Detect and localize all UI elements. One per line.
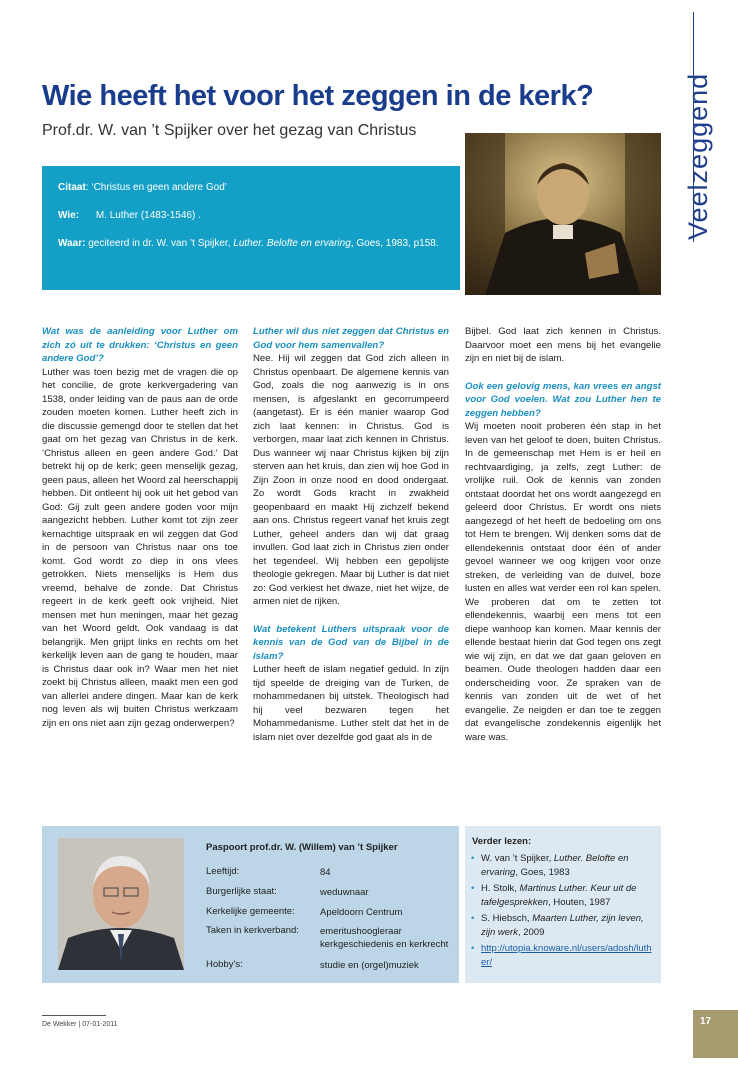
where-text-end: , Goes, 1983, p158.	[350, 238, 439, 249]
reading-item: • W. van ’t Spijker, Luther. Belofte en ervaring, Goes, 1983	[471, 852, 655, 880]
passport-label: Leeftijd:	[206, 866, 240, 877]
passport-box	[42, 826, 459, 983]
passport-value: weduwnaar	[320, 887, 369, 898]
further-reading-list	[471, 850, 655, 970]
question-2: Luther wil dus niet zeggen dat Christus en God voor hem samenvallen?	[253, 326, 449, 351]
page-subtitle: Prof.dr. W. van ’t Spijker over het gezag van Christus	[42, 122, 417, 139]
luther-link[interactable]: http://utopia.knoware.nl/users/adosh/luther/	[481, 943, 652, 968]
who-label: Wie:	[58, 210, 80, 221]
page-number: 17	[700, 1016, 712, 1027]
page-title: Wie heeft het voor het zeggen in de kerk?	[42, 80, 594, 112]
question-4: Ook een gelovig mens, kan vrees en angst voor God voelen. Wat zou Luther hen te zeggen hebben?	[465, 380, 661, 419]
where-text: geciteerd in dr. W. van ’t Spijker,	[88, 238, 231, 249]
quote-label: Citaat	[58, 182, 86, 193]
passport-label: Taken in kerkverband:	[206, 925, 299, 936]
passport-value-continued: kerkgeschiedenis en kerkrecht	[320, 939, 449, 950]
passport-label: Burgerlijke staat:	[206, 886, 277, 897]
answer-1: Luther was toen bezig met de vragen die op het concilie, de grote kerkvergadering van 1538, onder leiding van de paus aan de orde zouden moeten komen. Luther heeft zich in die discussie gemengd door te stellen dat het gaat om het gezag van Christus in de kerk. ‘Christus alleen en geen andere God.’ Dat betrekt hij op de kerk; geen menselijk gezag, geen paus, alleen het Woord zal heerschappij hebben. Dit ontleent hij ook uit het gebod van God: Gij zult geen andere goden voor mijn aangezicht hebben. Luther komt tot zijn zeer kernachtige uitspraak en wil zeggen dat God in de persoon van Christus naar ons toe komt. God wordt zo diep in ons vlees getrokken. Niets menselijks is Hem dus vreemd, behalve de zonde. Dat Christus regeert in de kerk geeft ook vrijheid. Niet mensen met hun meningen, maar het gezag van het Woord geldt. Ook vandaag is dat belangrijk. Men grijpt links en rechts om het kerkelijk leven aan de gang te houden, maar is Christus daar ook in? Waar men het niet zoekt bij Christus alleen, maakt men een god van allerlei andere dingen. Maar kan de kerk nog leven als wij buiten Christus werkzaam zijn en ons niet aan zijn gezag onderwerpen?	[42, 366, 238, 729]
question-3: Wat betekent Luthers uitspraak voor de kennis van de God van de Bijbel in de islam?	[253, 623, 449, 662]
footer-text: De Wekker | 07-01-2011	[42, 1021, 118, 1028]
where-book-title: Luther. Belofte en ervaring	[233, 238, 351, 249]
footer-rule	[42, 1015, 106, 1016]
where-label: Waar:	[58, 238, 86, 249]
passport-value: 84	[320, 867, 331, 878]
further-reading-box	[465, 826, 661, 983]
further-reading-title: Verder lezen:	[472, 836, 532, 847]
passport-label: Hobby’s:	[206, 959, 243, 970]
who-text: M. Luther (1483-1546) .	[95, 210, 201, 221]
answer-4: Wij moeten nooit proberen één stap in het leven van het geloof te doen, buiten Christus. In de gemeenschap met Hem is er heil en rechtvaardiging, ja zelfs, zegt Luther: de vrolijke ruil. Ook de kennis van zonden ontstaat doordat het ons wordt aangezegd en geleerd door Christus. Er wordt ons niets aangezegd of het heeft de bedoeling om ons tot Hem te brengen. Wij denken soms dat de ellendekennis ontstaat door één of ander gevoel wanneer we oog krijgen voor onze streken, de verleiding van de duivel, boze lusten en alles wat verder een rol kan spelen. We proberen dat om te zetten tot ellendekennis, waarbij een mens tot een diepe wanhoop kan komen. Maar kennis der ellende bestaat hierin dat God tegen ons zegt wie wij zijn, en dat we dat gaan geloven en beamen. Oude theologen hadden daar een onderscheiding voor. Ze spraken van de kennis van zonden uit de wet of het evangelie. Ze neigden er dan toe te zeggen dat evangelische zondekennis eigenlijk het ware was.	[465, 421, 661, 743]
quote-box	[42, 166, 460, 290]
passport-title: Paspoort prof.dr. W. (Willem) van ’t Spijker	[206, 842, 398, 853]
article-column-1	[42, 325, 238, 730]
reading-item: • S. Hiebsch, Maarten Luther, zijn leven, zijn werk, 2009	[471, 912, 655, 940]
passport-value: emeritushoogleraar	[320, 926, 402, 937]
spijker-photo	[58, 838, 184, 970]
quote-row	[58, 182, 227, 193]
quote-text: : ‘Christus en geen andere God’	[85, 182, 227, 193]
where-row	[58, 238, 439, 249]
passport-value: studie en (orgel)muziek	[320, 960, 419, 971]
answer-2: Nee. Hij wil zeggen dat God zich alleen in Christus openbaart. De algemene kennis van God, zoals die nog aanwezig is in ons mensen, is afgeslankt en gecorrumpeerd (aangetast). Er is één manier waarop God zich laat kennen: in Christus. God is verborgen, maar laat zich kennen in Christus. Dus wanneer wij naar Christus kijken bij zijn sterven aan het kruis, dan zien wij hoe God in Zijn Zoon in onze nood en dood ondergaat. Zo wordt Gods kracht in zwakheid geopenbaard en maakt Hij zichzelf bekend aan ons. Christus regeert vanaf het kruis zegt Luther, geheel anders dan wij dat graag invullen. God laat zich in Christus zien onder het tegendeel. Wij hebben een gepolijste theologie gekregen. Maar bij Luther is dat niet zo: God verkiest het dwaze, niet het wijze, de armen niet de rijken.	[253, 353, 449, 607]
article-column-3	[465, 325, 661, 744]
who-row	[58, 210, 201, 221]
reading-item: • H. Stolk, Martinus Luther. Keur uit de tafelgesprekken, Houten, 1987	[471, 882, 655, 910]
article-column-2	[253, 325, 449, 744]
passport-label: Kerkelijke gemeente:	[206, 906, 295, 917]
luther-portrait-image	[465, 133, 661, 295]
answer-3-continued: Bijbel. God laat zich kennen in Christus. Daarvoor moet een mens bij het evangelie zijn en niet bij de islam.	[465, 326, 661, 364]
spijker-photo-image	[58, 838, 184, 970]
passport-value: Apeldoorn Centrum	[320, 907, 403, 918]
reading-item-link	[471, 942, 655, 970]
question-1: Wat was de aanleiding voor Luther om zich zó uit te drukken: ‘Christus en geen andere God’?	[42, 326, 238, 364]
section-label: Veelzeggend	[683, 72, 713, 240]
luther-portrait	[465, 133, 661, 295]
answer-3: Luther heeft de islam negatief geduid. In zijn tijd speelde de dreiging van de Turken, de mohammedanen bij uitstek. Theologisch had hij veel bezwaren tegen het Mohammedanisme. Luther stelt dat het in de islam niet over dezelfde god gaat als in de	[253, 664, 449, 743]
